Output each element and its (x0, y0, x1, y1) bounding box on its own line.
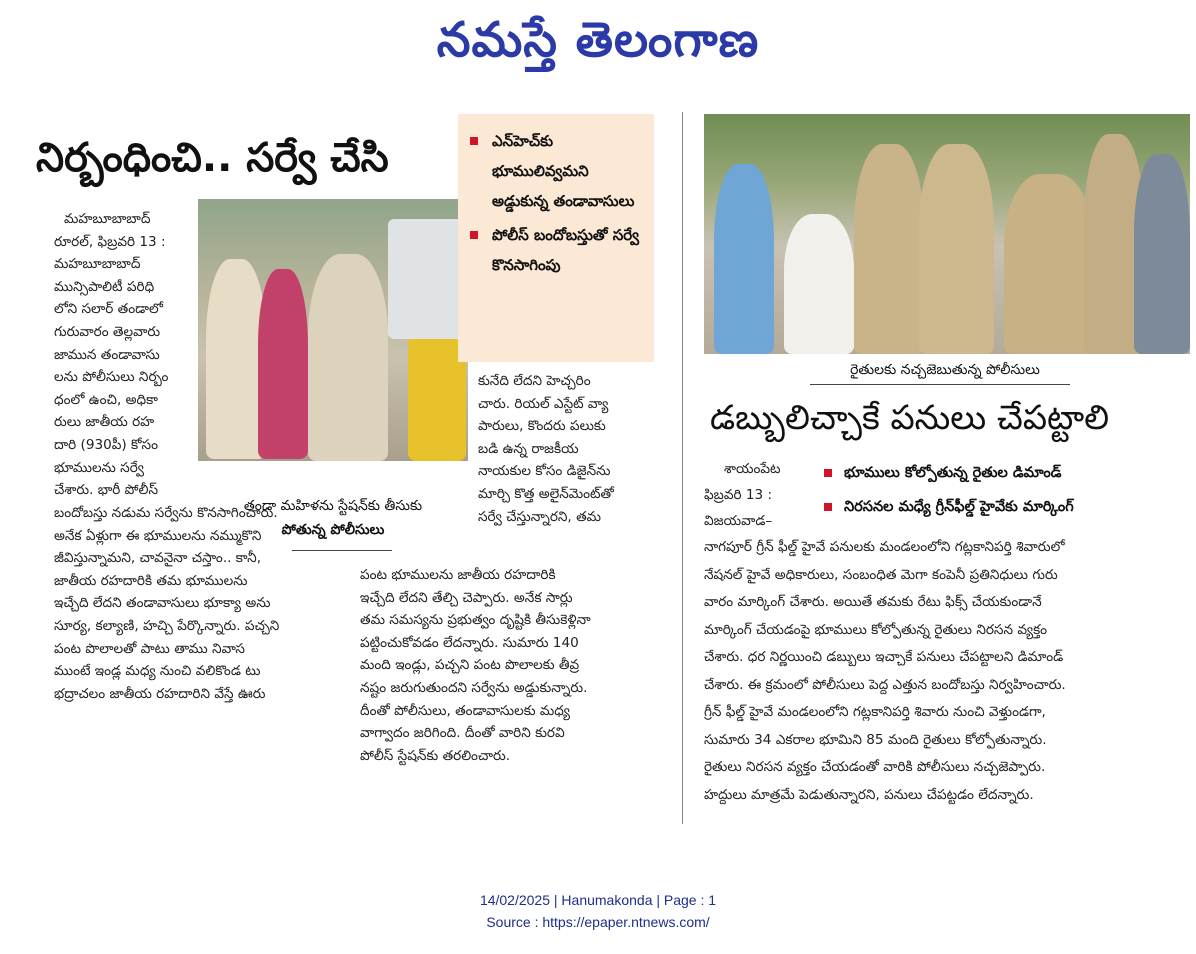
body-line: రైతులు నిరసన వ్యక్తం చేయడంతో వారికి పోలీసులు నచ్చజెప్పారు. (704, 759, 1046, 775)
body-line: సర్వే చేస్తున్నారని, తమ (478, 508, 602, 525)
body-line: చేశారు. ధర నిర్ణయించి డబ్బులు ఇచ్చాకే పనులు చేపట్టాలని డిమాండ్ (704, 649, 1064, 665)
body-line: పంట భూములను జాతీయ రహదారికి (360, 567, 556, 583)
bullet-square-icon (470, 231, 478, 239)
body-line: మహబూబాబాద్ (64, 211, 151, 227)
left-photo-caption-line2: పోతున్న పోలీసులు (281, 522, 385, 538)
newspaper-logo: నమస్తే తెలంగాణ (436, 12, 760, 68)
body-line: అనేక ఏళ్లుగా ఈ భూములను నమ్ముకొని (54, 527, 262, 544)
dateline-line: విజయవాడ– (704, 513, 773, 529)
dateline-line: శాయంపేట (724, 461, 781, 477)
body-line: మార్కింగ్ చేయడంపై భూములు కోల్పోతున్న రైతులు నిరసన వ్యక్తం (704, 621, 1048, 638)
body-line: చేశారు. ఈ క్రమంలో పోలీసులు పెద్ద ఎత్తున బందోబస్తు నిర్వహించారు. (704, 676, 1066, 693)
body-line: ముంటే ఇండ్ల మధ్య నుంచి వలికొండ టు (54, 663, 261, 680)
body-line: సూర్య, కల్యాణి, హచ్చి పేర్కొన్నారు. పచ్చని (54, 617, 280, 634)
right-news-photo (704, 114, 1190, 354)
footer-date-edition: 14/02/2025 | Hanumakonda | Page : 1 (479, 892, 717, 908)
body-line: ఇచ్చేది లేదని తేల్చి చెప్పారు. అనేక సార్లు (360, 589, 573, 606)
body-line: హద్దులు మాత్రమే పెడుతున్నారని, పనులు చేపట్టడం లేదన్నారు. (704, 786, 1034, 803)
body-line: దారి (930పీ) కోసం (54, 436, 158, 453)
caption-rule (810, 384, 1070, 385)
right-headline: డబ్బులిచ్చాకే పనులు చేపట్టాలి (710, 398, 1110, 438)
highlight-text: పోలీస్ బందోబస్తుతో సర్వే కొనసాగింపు (492, 226, 640, 274)
left-headline: నిర్బంధించి.. సర్వే చేసి (36, 135, 389, 181)
left-col2-top (478, 370, 664, 528)
body-line: తమ సమస్యను ప్రభుత్వం దృష్టికి తీసుకెళ్లినా (360, 612, 591, 629)
left-news-photo (198, 199, 468, 461)
body-line: కునేది లేదని హెచ్చరిం (478, 373, 591, 389)
body-line: మార్చి కొత్త అలైన్‌మెంట్‌తో (478, 485, 614, 502)
left-col1-narrow (54, 208, 190, 502)
body-line: భూములను సర్వే (54, 459, 144, 476)
body-line: రూరల్, ఫిబ్రవరి 13 : (54, 233, 166, 250)
sub-bullet-item (822, 456, 1192, 490)
highlight-item (468, 220, 646, 280)
body-line: రులు జాతీయ రహ (54, 414, 155, 431)
sub-bullet-item (822, 490, 1192, 524)
bullet-square-icon (824, 503, 832, 511)
body-line: బడి ఉన్న రాజకీయ (478, 440, 579, 457)
highlights-box (458, 114, 654, 362)
body-line: లోని సలార్ తండాలో (54, 301, 163, 318)
dateline-line: ఫిబ్రవరి 13 : (704, 487, 773, 503)
body-line: జామున తండావాసు (54, 346, 160, 363)
body-line: లను పోలీసులు నిర్బం (54, 369, 169, 386)
body-line: బందోబస్తు నడుమ సర్వేను కొనసాగించారు. (54, 505, 278, 521)
body-line: ధంలో ఉంచి, అధికా (54, 391, 158, 408)
body-line: నష్టం జరుగుతుందని సర్వేను అడ్డుకున్నారు. (360, 679, 588, 696)
body-line: పారులు, కొందరు పలుకు (478, 418, 606, 435)
left-col2-bottom (360, 564, 664, 767)
body-line: పోలీస్ స్టేషన్‌కు తరలించారు. (360, 747, 511, 764)
page-footer (398, 889, 798, 933)
body-line: చారు. రియల్ ఎస్టేట్ వ్యా (478, 395, 609, 412)
body-line: పట్టించుకోవడం లేదన్నారు. సుమారు 140 (360, 634, 579, 651)
body-line: వారం మార్కింగ్ చేశారు. అయితే తమకు రేటు ఫిక్స్ చేయకుండానే (704, 594, 1042, 610)
body-line: నాయకుల కోసం డిజైన్‌ను (478, 463, 611, 480)
body-line: మున్సిపాలిటీ పరిధి (54, 278, 155, 295)
body-line: నాగపూర్ గ్రీన్ ఫీల్డ్ హైవే పనులకు మండలంలోని గట్లకానిపర్తి శివారులో (704, 539, 1065, 555)
body-line: సుమారు 34 ఎకరాల భూమిని 85 మంది రైతులు కోల్పోతున్నారు. (704, 731, 1047, 748)
sub-bullet-text: భూములు కోల్పోతున్న రైతుల డిమాండ్ (844, 465, 1062, 481)
highlight-text: ఎన్‌హెచ్‌కు భూములివ్వమని అడ్డుకున్న తండావాసులు (492, 132, 635, 210)
body-line: పంట పొలాలతో పాటు తాము నివాస (54, 640, 245, 657)
body-line: మంది ఇండ్లు, పచ్చని పంట పొలాలకు తీవ్ర (360, 657, 580, 674)
right-photo-caption: రైతులకు నచ్చజెబుతున్న పోలీసులు (850, 362, 1040, 378)
body-line: వాగ్వాదం జరిగింది. దీంతో వారిని కురవి (360, 725, 565, 742)
right-sub-bullets (822, 456, 1192, 524)
masthead (0, 0, 1196, 90)
body-line: జాతీయ రహదారికి తమ భూములను (54, 572, 248, 589)
body-line: దీంతో పోలీసులు, తండావాసులకు మధ్య (360, 702, 570, 719)
body-line: భద్రాచలం జాతీయ రహదారిని వేస్తే ఊరు (54, 685, 266, 702)
footer-source-link[interactable]: Source : https://epaper.ntnews.com/ (486, 914, 710, 930)
column-divider (682, 112, 683, 824)
body-line: మహబూబాబాద్ (54, 256, 141, 273)
left-photo-caption-line1: తండా మహిళను స్టేషన్‌కు తీసుకు (243, 498, 423, 514)
sub-bullet-text: నిరసనల మధ్యే గ్రీన్‌ఫీల్డ్ హైవేకు మార్కింగ్ (844, 499, 1074, 515)
body-line: గ్రీన్ ఫీల్డ్ హైవే మండలంలోని గట్లకానిపర్తి శివారు నుంచి వెళ్తుండగా, (704, 704, 1046, 720)
bullet-square-icon (824, 469, 832, 477)
highlight-item (468, 126, 646, 216)
body-line: నేషనల్ హైవే అధికారులు, సంబంధిత మెగా కంపెనీ ప్రతినిధులు గురు (704, 566, 1058, 583)
body-line: గురువారం తెల్లవారు (54, 323, 161, 340)
body-line: జీవిస్తున్నామని, చావనైనా చస్తాం.. కానీ, (54, 550, 262, 567)
bullet-square-icon (470, 137, 478, 145)
body-line: ఇచ్చేది లేదని తండావాసులు భూక్యా అను (54, 595, 271, 612)
right-body (704, 534, 1184, 809)
left-col1-wide (54, 502, 346, 705)
right-dateline (704, 456, 820, 534)
body-line: చేశారు. భారీ పోలీస్ (54, 482, 159, 499)
